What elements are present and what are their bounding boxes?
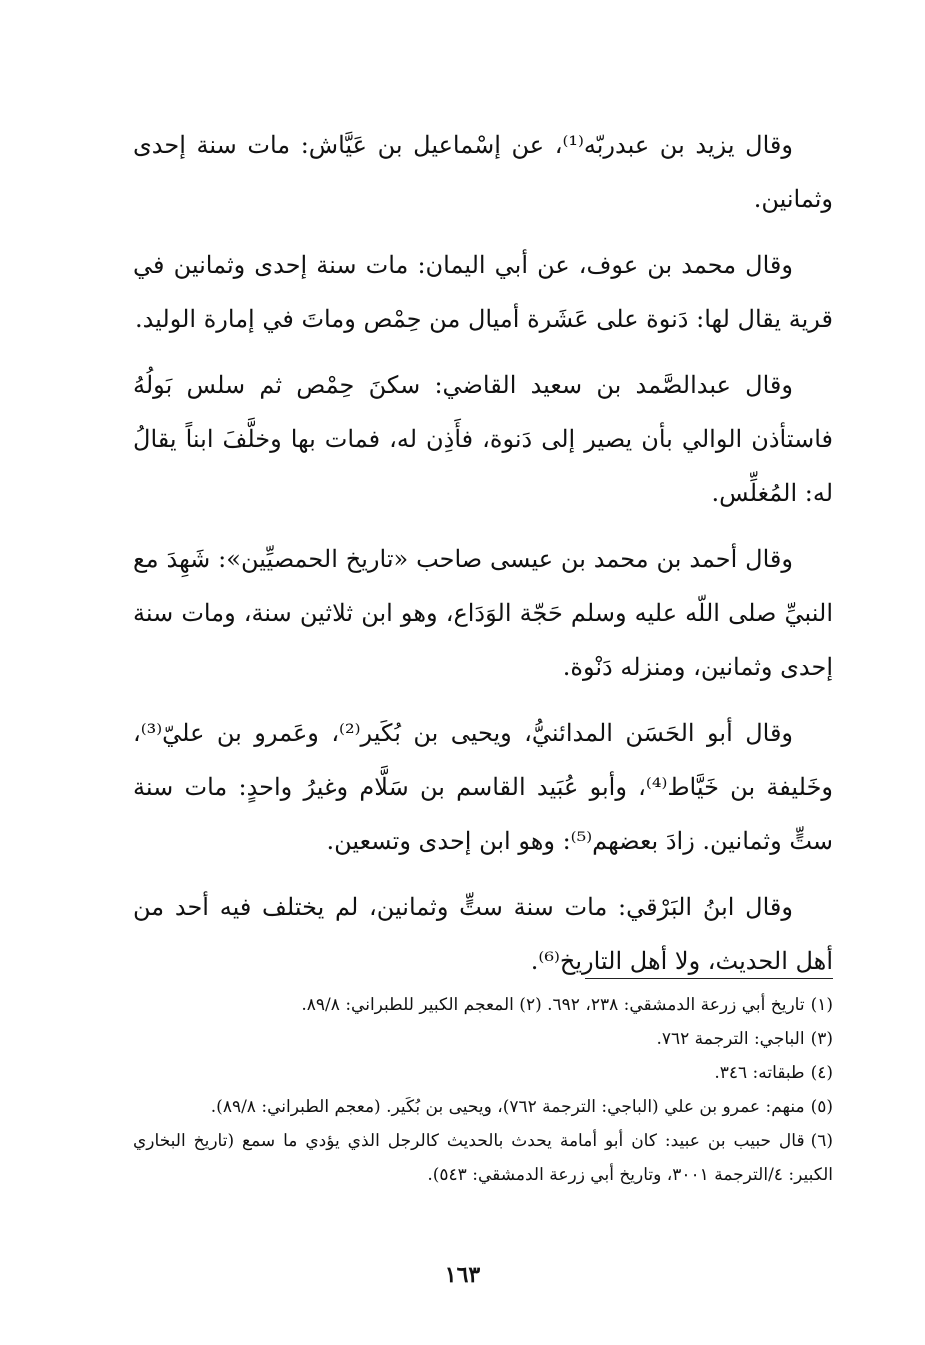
footnotes bbox=[133, 988, 833, 1192]
footnote-5 bbox=[133, 1090, 833, 1124]
footnote-text: طبقاته: ٣٤٦. bbox=[714, 1063, 805, 1083]
paragraph-4: وقال أحمد بن محمد بن عيسى صاحب «تاريخ الحمصيِّين»: شَهِدَ مع النبيِّ صلى اللّه عليه وسلم حَجّة الوَدَاع، وهو ابن ثلاثين سنة، ومات سنة إحدى وثمانين، ومنزله دَنْوة. bbox=[133, 545, 833, 681]
footnote-text: قال حبيب بن عبيد: كان أبو أمامة يحدث بالحديث كالرجل الذي يؤدي ما سمع (تاريخ البخاري الكبير: ٤/الترجمة ٣٠٠١، وتاريخ أبي زرعة الدمشقي: ٥٤٣). bbox=[133, 1131, 833, 1185]
footnote-6 bbox=[133, 1124, 833, 1192]
footnote-text: منهم: عمرو بن علي (الباجي: الترجمة ٧٦٢)، ويحيى بن بُكَير. (معجم الطبراني: ٨٩/٨). bbox=[210, 1097, 805, 1117]
footnote-number: (٤) bbox=[810, 1063, 833, 1083]
footnote-3 bbox=[133, 1022, 833, 1056]
main-text bbox=[133, 118, 833, 1000]
paragraph-5: وقال أبو الحَسَن المدائنيُّ، ويحيى بن بُكَير⁽²⁾، وعَمرو بن عليّ⁽³⁾، وخَليفة بن خَيَّاط⁽⁴⁾، وأبو عُبَيد القاسم بن سَلَّام وغيرُ واحدٍ: مات سنة ستٍّ وثمانين. زادَ بعضهم⁽⁵⁾: وهو ابن إحدى وتسعين. bbox=[133, 719, 833, 855]
footnote-number: (٥) bbox=[810, 1097, 833, 1117]
page-number: ١٦٣ bbox=[444, 1262, 481, 1288]
footnote-4 bbox=[133, 1056, 833, 1090]
paragraph-1: وقال يزيد بن عبدربّه⁽¹⁾، عن إسْماعيل بن عَيَّاش: مات سنة إحدى وثمانين. bbox=[133, 131, 833, 213]
footnote-divider bbox=[585, 978, 833, 979]
footnote-text: الباجي: الترجمة ٧٦٢. bbox=[656, 1029, 805, 1049]
footnote-number: (١) bbox=[810, 995, 833, 1015]
footnote-number: (٣) bbox=[810, 1029, 833, 1049]
paragraph-3: وقال عبدالصَّمد بن سعيد القاضي: سكنَ حِمْص ثم سلس بَولُهُ فاستأذن الوالي بأن يصير إلى دَنوة، فأَذِن له، فمات بها وخلَّفَ ابناً يقالُ له: المُغلِّس. bbox=[133, 371, 833, 507]
footnote-number: (٦) bbox=[810, 1131, 833, 1151]
footnote-1 bbox=[133, 988, 833, 1022]
paragraph-2: وقال محمد بن عوف، عن أبي اليمان: مات سنة إحدى وثمانين في قرية يقال لها: دَنوة على عَشَرة أميال من حِمْص وماتَ في إمارة الوليد. bbox=[133, 251, 833, 333]
footnote-text: تاريخ أبي زرعة الدمشقي: ٢٣٨، ٦٩٢. (٢) المعجم الكبير للطبراني: ٨٩/٨. bbox=[301, 995, 805, 1015]
paragraph-6: وقال ابنُ البَرْقي: مات سنة ستٍّ وثمانين، لم يختلف فيه أحد من أهل الحديث، ولا أهل التاريخ⁽⁶⁾. bbox=[133, 893, 833, 975]
